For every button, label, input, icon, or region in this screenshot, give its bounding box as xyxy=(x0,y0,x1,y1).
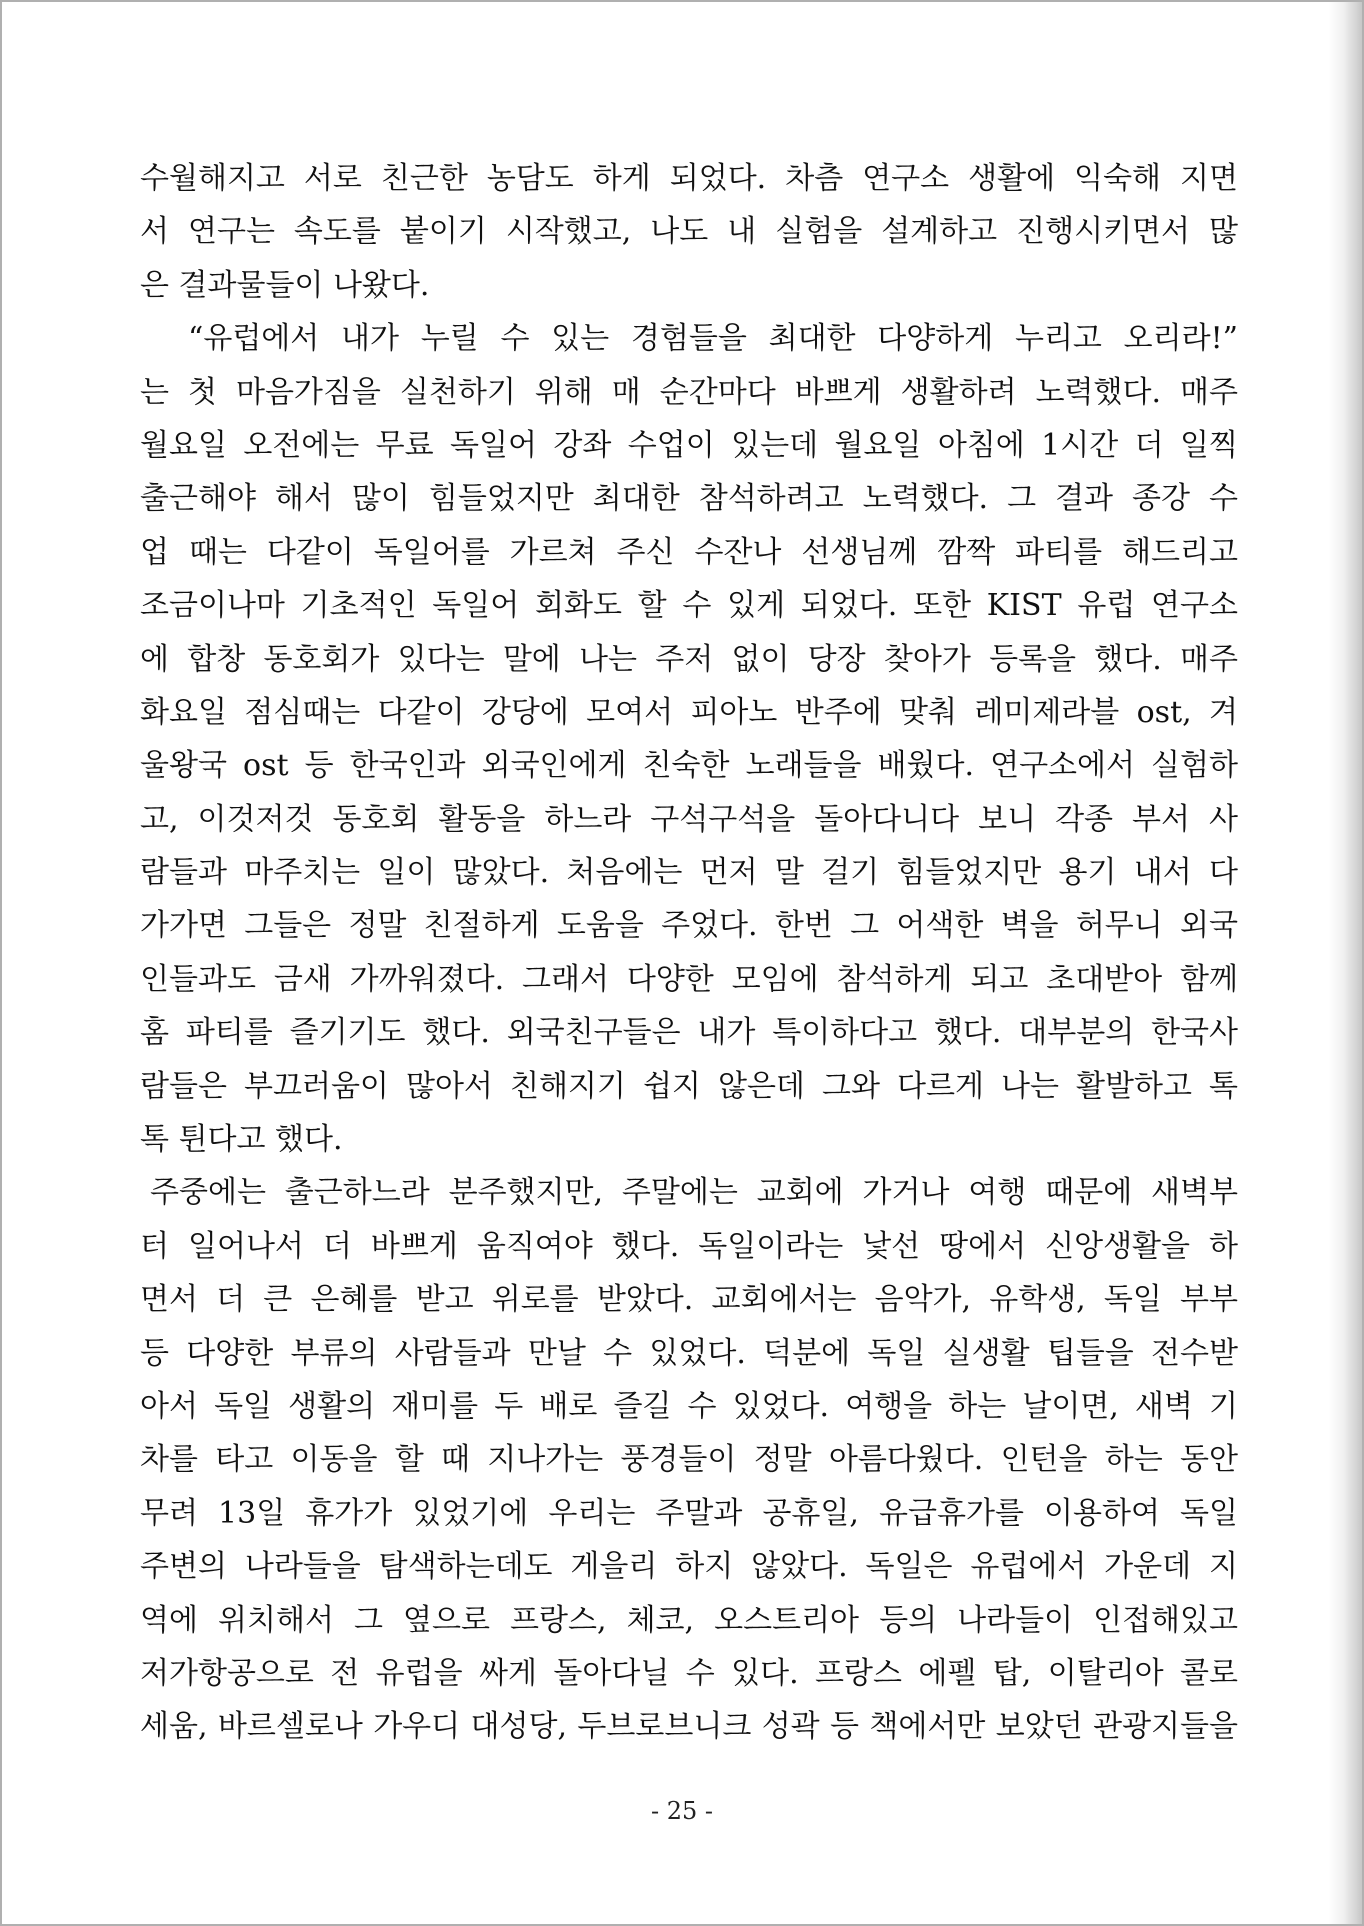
text-line: 톡 튄다고 했다. xyxy=(140,1122,343,1158)
text-line: 저가항공으로 전 유럽을 싸게 돌아다닐 수 있다. 프랑스 에펠 탑, 이탈리아 콜로 xyxy=(140,1655,1238,1691)
text-line: 업 때는 다같이 독일어를 가르쳐 주신 수잔나 선생님께 깜짝 파티를 해드리고 xyxy=(140,534,1238,570)
text-line: 화요일 점심때는 다같이 강당에 모여서 피아노 반주에 맞춰 레미제라블 ost, 겨 xyxy=(140,694,1238,730)
text-line: 등 다양한 부류의 사람들과 만날 수 있었다. 덕분에 독일 실생활 팁들을 전수받 xyxy=(140,1335,1238,1371)
text-line: 무려 13일 휴가가 있었기에 우리는 주말과 공휴일, 유급휴가를 이용하여 독일 xyxy=(140,1495,1238,1531)
text-line: 조금이나마 기초적인 독일어 회화도 할 수 있게 되었다. 또한 KIST 유럽 연구소 xyxy=(140,588,1238,624)
text-line: 은 결과물들이 나왔다. xyxy=(140,267,430,303)
text-line: 터 일어나서 더 바쁘게 움직여야 했다. 독일이라는 낯선 땅에서 신앙생활을 하 xyxy=(140,1228,1238,1264)
text-line: 수월해지고 서로 친근한 농담도 하게 되었다. 차츰 연구소 생활에 익숙해 지면 xyxy=(140,161,1238,196)
text-line: 람들은 부끄러움이 많아서 친해지기 쉽지 않은데 그와 다르게 나는 활발하고 톡 xyxy=(140,1068,1238,1104)
text-line: 서 연구는 속도를 붙이기 시작했고, 나도 내 실험을 설계하고 진행시키면서 많 xyxy=(140,214,1238,250)
text-line: 홈 파티를 즐기기도 했다. 외국친구들은 내가 특이하다고 했다. 대부분의 한국사 xyxy=(140,1015,1238,1051)
text-line: 울왕국 ost 등 한국인과 외국인에게 친숙한 노래들을 배웠다. 연구소에서 실험하 xyxy=(140,748,1238,784)
text-line: 아서 독일 생활의 재미를 두 배로 즐길 수 있었다. 여행을 하는 날이면, 새벽 기 xyxy=(140,1388,1238,1424)
text-line: 역에 위치해서 그 옆으로 프랑스, 체코, 오스트리아 등의 나라들이 인접해있고 xyxy=(140,1602,1238,1638)
text-line: 인들과도 금새 가까워졌다. 그래서 다양한 모임에 참석하게 되고 초대받아 함께 xyxy=(140,961,1238,997)
text-line: 주변의 나라들을 탐색하는데도 게을리 하지 않았다. 독일은 유럽에서 가운데 지 xyxy=(140,1549,1238,1585)
text-line: 주중에는 출근하느라 분주했지만, 주말에는 교회에 가거나 여행 때문에 새벽부 xyxy=(150,1175,1238,1211)
text-line: 고, 이것저것 동호회 활동을 하느라 구석구석을 돌아다니다 보니 각종 부서 사 xyxy=(140,801,1238,837)
text-line: 면서 더 큰 은혜를 받고 위로를 받았다. 교회에서는 음악가, 유학생, 독일 부부 xyxy=(140,1282,1238,1318)
text-line: 람들과 마주치는 일이 많았다. 처음에는 먼저 말 걸기 힘들었지만 용기 내서 다 xyxy=(140,855,1238,891)
text-line: 가가면 그들은 정말 친절하게 도움을 주었다. 한번 그 어색한 벽을 허무니 외국 xyxy=(140,908,1239,944)
text-line: 세움, 바르셀로나 가우디 대성당, 두브로브니크 성곽 등 책에서만 보았던 관광지들을 xyxy=(140,1709,1238,1745)
text-line: 출근해야 해서 많이 힘들었지만 최대한 참석하려고 노력했다. 그 결과 종강 수 xyxy=(140,481,1238,517)
text-line: 월요일 오전에는 무료 독일어 강좌 수업이 있는데 월요일 아침에 1시간 더 일찍 xyxy=(140,427,1238,463)
page-edge-shadow xyxy=(1328,2,1362,1924)
body-text xyxy=(140,152,1238,1754)
page-number: - 25 - xyxy=(650,1797,713,1825)
text-line: “유럽에서 내가 누릴 수 있는 경험들을 최대한 다양하게 누리고 오리라!” xyxy=(188,321,1238,357)
text-line: 에 합창 동호회가 있다는 말에 나는 주저 없이 당장 찾아가 등록을 했다. 매주 xyxy=(140,641,1238,677)
text-line: 차를 타고 이동을 할 때 지나가는 풍경들이 정말 아름다웠다. 인턴을 하는 동안 xyxy=(140,1442,1238,1478)
text-line: 는 첫 마음가짐을 실천하기 위해 매 순간마다 바쁘게 생활하려 노력했다. 매주 xyxy=(140,374,1238,410)
